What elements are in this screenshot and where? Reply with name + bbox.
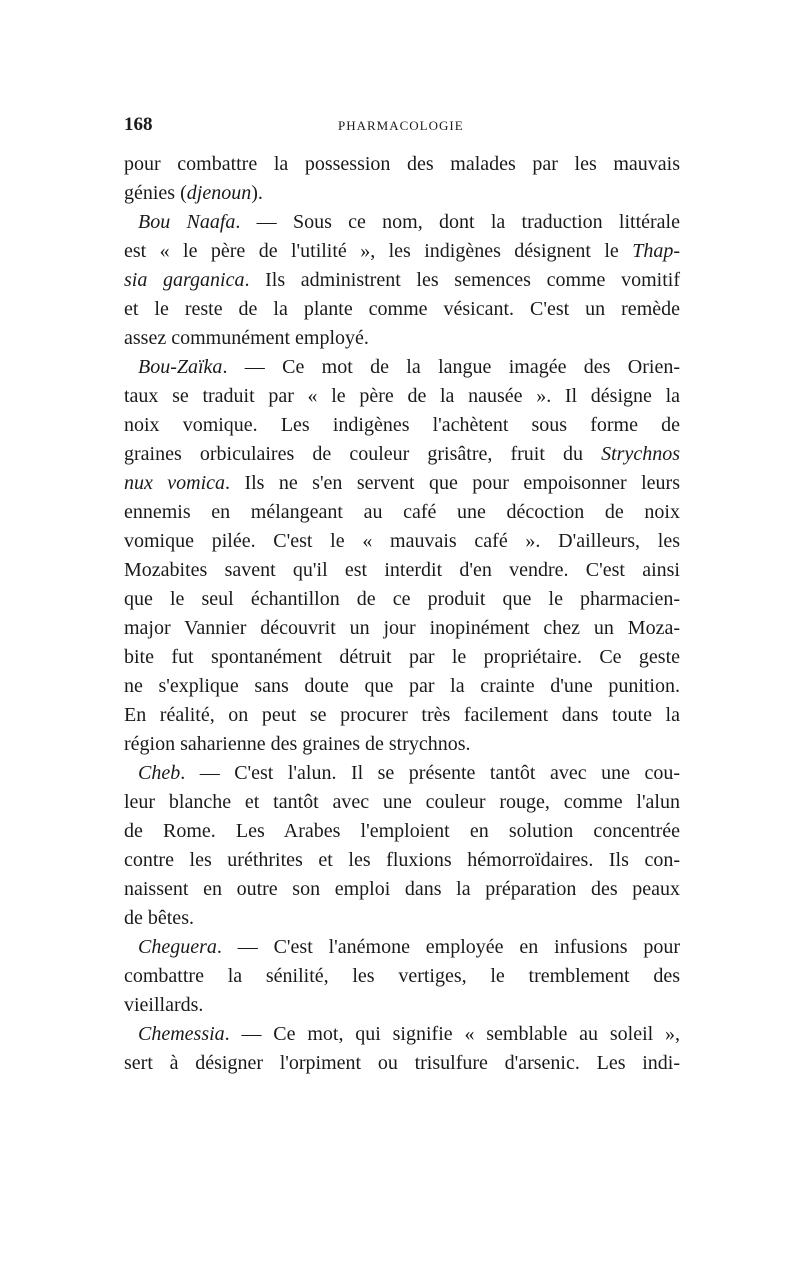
text-run: taux se traduit par « le père de la nausée ». Il désigne la — [124, 385, 680, 407]
text-run: et le reste de la plante comme vésicant. C'est un remède — [124, 298, 680, 320]
text-run: . Ils ne s'en servent que pour empoisonner leurs — [225, 472, 680, 494]
text-run: noix vomique. Les indigènes l'achètent sous forme de — [124, 414, 680, 436]
text-line — [124, 614, 680, 643]
text-run: pour combattre la possession des malades par les mauvais — [124, 153, 680, 175]
text-run: est « le père de l'utilité », les indigènes désignent le — [124, 240, 633, 262]
page-header — [124, 114, 680, 142]
text-run: ennemis en mélangeant au café une décoction de noix — [124, 501, 680, 523]
text-line — [124, 933, 680, 962]
text-run: génies ( — [124, 182, 187, 204]
text-line — [124, 266, 680, 295]
text-run: que le seul échantillon de ce produit que le pharmacien- — [124, 588, 680, 610]
text-run: naissent en outre son emploi dans la préparation des peaux — [124, 878, 680, 900]
body-text — [124, 150, 680, 1078]
text-run: . — C'est l'anémone employée en infusions pour — [216, 936, 680, 958]
text-line — [124, 846, 680, 875]
text-run: sert à désigner l'orpiment ou trisulfure d'arsenic. Les indi- — [124, 1052, 680, 1074]
text-run: ). — [251, 182, 263, 204]
text-run: combattre la sénilité, les vertiges, le tremblement des — [124, 965, 680, 987]
italic-term: Cheb — [138, 762, 181, 784]
page-number: 168 — [124, 114, 153, 135]
text-line — [124, 730, 680, 759]
text-run: . — Sous ce nom, dont la traduction littérale — [235, 211, 680, 233]
text-line — [124, 411, 680, 440]
italic-term: Chemessia — [138, 1023, 225, 1045]
text-run: . — Ce mot de la langue imagée des Orien- — [222, 356, 680, 378]
text-line — [124, 1049, 680, 1078]
text-run: Mozabites savent qu'il est interdit d'en vendre. C'est ainsi — [124, 559, 680, 581]
italic-term: Cheguera — [138, 936, 217, 958]
text-run: vomique pilée. C'est le « mauvais café ». D'ailleurs, les — [124, 530, 680, 552]
text-line — [124, 991, 680, 1020]
text-run: leur blanche et tantôt avec une couleur rouge, comme l'alun — [124, 791, 680, 813]
italic-term: sia garganica — [124, 269, 245, 291]
text-run: . Ils administrent les semences comme vomitif — [244, 269, 680, 291]
text-line — [124, 643, 680, 672]
text-run: ne s'explique sans doute que par la crainte d'une punition. — [124, 675, 680, 697]
text-line — [124, 353, 680, 382]
text-run: de bêtes. — [124, 907, 194, 929]
text-run: . — C'est l'alun. Il se présente tantôt avec une cou- — [180, 762, 680, 784]
text-run: de Rome. Les Arabes l'emploient en solution concentrée — [124, 820, 680, 842]
text-line — [124, 788, 680, 817]
text-line — [124, 440, 680, 469]
text-line — [124, 382, 680, 411]
text-line — [124, 324, 680, 353]
text-run: vieillards. — [124, 994, 204, 1016]
text-line — [124, 875, 680, 904]
text-line — [124, 585, 680, 614]
text-line — [124, 237, 680, 266]
italic-term: Bou-Zaïka — [138, 356, 223, 378]
text-line — [124, 469, 680, 498]
text-run: major Vannier découvrit un jour inopinément chez un Moza- — [124, 617, 680, 639]
text-line — [124, 904, 680, 933]
italic-term: djenoun — [186, 182, 252, 204]
text-line — [124, 498, 680, 527]
text-run: région saharienne des graines de strychnos. — [124, 733, 471, 755]
text-line — [124, 208, 680, 237]
text-run: contre les uréthrites et les fluxions hémorroïdaires. Ils con- — [124, 849, 680, 871]
text-run: assez communément employé. — [124, 327, 369, 349]
text-line — [124, 556, 680, 585]
text-line — [124, 759, 680, 788]
text-run: . — Ce mot, qui signifie « semblable au soleil », — [224, 1023, 680, 1045]
text-line — [124, 527, 680, 556]
italic-term: Bou Naafa — [138, 211, 236, 233]
text-line — [124, 295, 680, 324]
text-line — [124, 701, 680, 730]
text-run: En réalité, on peut se procurer très facilement dans toute la — [124, 704, 680, 726]
running-head: PHARMACOLOGIE — [338, 118, 464, 133]
text-line — [124, 962, 680, 991]
text-line — [124, 1020, 680, 1049]
italic-term: nux vomica — [124, 472, 226, 494]
text-line — [124, 672, 680, 701]
text-line — [124, 150, 680, 179]
text-line — [124, 179, 680, 208]
italic-term: Thap- — [632, 240, 680, 262]
text-run: bite fut spontanément détruit par le propriétaire. Ce geste — [124, 646, 680, 668]
text-line — [124, 817, 680, 846]
text-run: graines orbiculaires de couleur grisâtre, fruit du — [124, 443, 602, 465]
italic-term: Strychnos — [601, 443, 680, 465]
